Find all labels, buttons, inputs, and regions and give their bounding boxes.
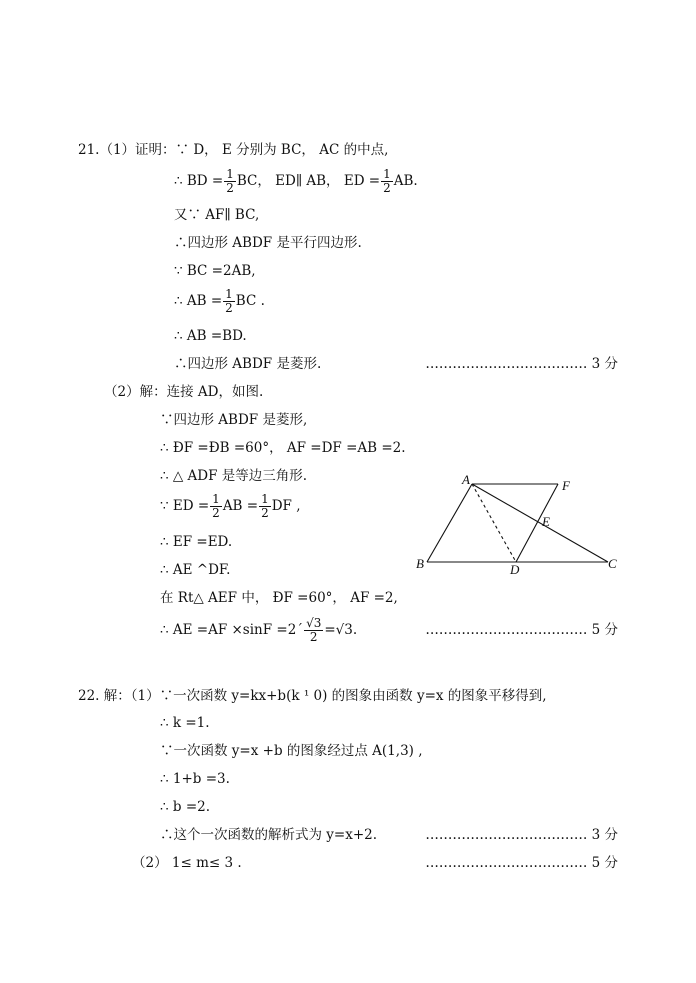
q22-line-7: （2） 1≤ m≤ 3 . — [132, 855, 242, 871]
label-a: A — [462, 472, 470, 487]
q21-line-7: ∴ AB =BD. — [174, 328, 247, 344]
q21-part-2-line-1: ∵四边形 ABDF 是菱形, — [160, 412, 308, 428]
q21-part-2-line-4-b: AB = — [222, 498, 259, 514]
q21-line-6-b: BC . — [235, 293, 265, 309]
segment-ad — [472, 484, 516, 562]
segment-fd — [516, 484, 558, 562]
fraction: $\frac{1}{2}$ — [383, 167, 391, 195]
q21-line-2-b: BC， ED∥ AB， ED = — [236, 173, 381, 189]
q21-part-2-line-8-a: ∴ AE =AF ×sinF =2´ — [160, 622, 304, 638]
score-5-points: ……………………………… 5 分 — [425, 622, 618, 638]
q21-part-2-line-4-a: ∵ ED = — [160, 498, 210, 514]
q21-part-2-header: （2）解：连接 AD，如图. — [104, 384, 264, 400]
score-3-points: ……………………………… 3 分 — [425, 356, 618, 372]
q21-line-6 — [174, 284, 265, 318]
q21-line-3: 又∵ AF∥ BC, — [174, 207, 260, 223]
fraction: $\frac{√3}{2}$ — [306, 616, 322, 644]
q22-line-5: ∴ b =2. — [160, 799, 211, 815]
q21-line-2-a: ∴ BD = — [174, 173, 224, 189]
q21-part-2-line-7: 在 Rt△ AEF 中， ÐF =60°， AF =2, — [160, 590, 398, 606]
label-c: C — [608, 556, 617, 571]
fraction: $\frac{1}{2}$ — [261, 492, 269, 520]
segment-ab — [427, 484, 472, 562]
score-5-points: ……………………………… 5 分 — [425, 855, 618, 871]
fraction: $\frac{1}{2}$ — [225, 287, 233, 315]
q21-part-2-line-4 — [160, 489, 301, 523]
rhombus-figure — [410, 470, 625, 580]
fraction: $\frac{1}{2}$ — [212, 492, 220, 520]
segment-ac — [472, 484, 608, 562]
q21-part-2-line-2: ∴ ÐF =ÐB =60°， AF =DF =AB =2. — [160, 440, 406, 456]
q21-part-2-line-8 — [160, 612, 357, 648]
q22-line-3: ∵一次函数 y=x +b 的图象经过点 A(1,3) , — [160, 743, 423, 759]
q21-line-2-c: AB. — [393, 173, 418, 189]
q22-line-4: ∴ 1+b =3. — [160, 771, 230, 787]
q21-part-2-line-4-c: DF , — [271, 498, 301, 514]
label-f: F — [562, 478, 570, 493]
q21-line-8: ∴四边形 ABDF 是菱形. — [174, 356, 322, 372]
q22-line-1: 22. 解：（1）∵一次函数 y=kx+b(k ¹ 0) 的图象由函数 y=x 的图象平移得到, — [78, 688, 547, 704]
label-d: D — [510, 562, 520, 577]
label-b: B — [416, 556, 424, 571]
q21-line-1: 21.（1）证明：∵ D， E 分别为 BC， AC 的中点, — [78, 142, 389, 158]
q22-line-6: ∴这个一次函数的解析式为 y=x+2. — [160, 827, 378, 843]
q21-line-4: ∴四边形 ABDF 是平行四边形. — [174, 235, 362, 251]
q21-part-2-line-3: ∴ △ ADF 是等边三角形. — [160, 468, 308, 484]
q21-part-2-line-8-b: =√3. — [324, 622, 358, 638]
fraction: $\frac{1}{2}$ — [226, 167, 234, 195]
q21-part-2-line-5: ∴ EF =ED. — [160, 534, 233, 550]
label-e: E — [542, 514, 550, 529]
q21-line-5: ∵ BC =2AB, — [174, 263, 256, 279]
q21-part-2-line-6: ∴ AE ^DF. — [160, 562, 231, 578]
q21-line-2 — [174, 164, 418, 198]
q22-line-2: ∴ k =1. — [160, 715, 210, 731]
score-3-points: ……………………………… 3 分 — [425, 827, 618, 843]
q21-line-6-a: ∴ AB = — [174, 293, 223, 309]
